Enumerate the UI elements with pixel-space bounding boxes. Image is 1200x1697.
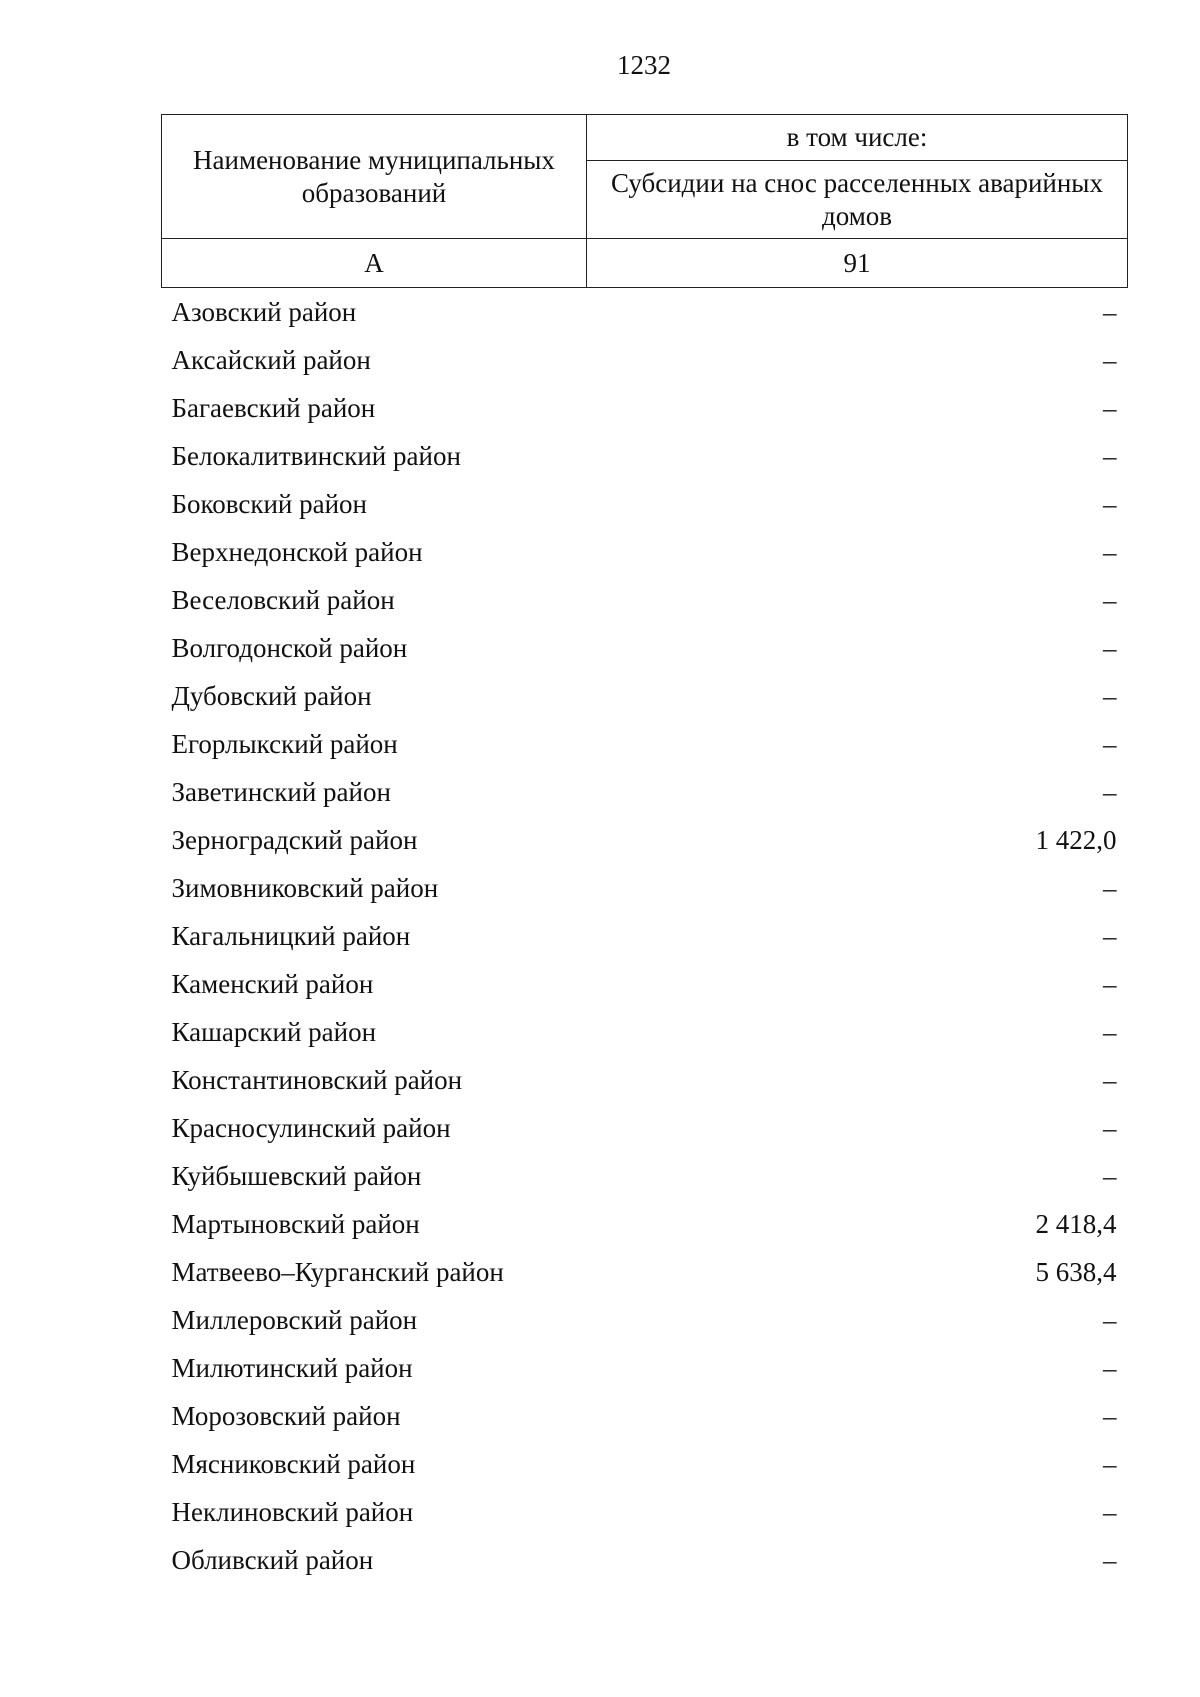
- municipality-name: Матвеево–Курганский район: [171, 1257, 504, 1287]
- municipality-name: Егорлыкский район: [171, 729, 398, 759]
- municipality-name: Дубовский район: [171, 681, 372, 711]
- subsidy-value: –: [1103, 729, 1117, 759]
- subsidy-value: –: [1103, 1305, 1117, 1335]
- table-row: [162, 720, 1128, 768]
- municipality-name: Кагальницкий район: [171, 921, 411, 951]
- table-row: [162, 336, 1128, 384]
- municipality-name: Зерноградский район: [171, 825, 418, 855]
- column-code-subsidy: 91: [587, 239, 1128, 288]
- subsidy-table: [161, 114, 1128, 1584]
- subsidy-value: –: [1103, 1449, 1117, 1479]
- subsidy-value: –: [1103, 921, 1117, 951]
- municipality-name: Веселовский район: [171, 585, 395, 615]
- table-row: [162, 432, 1128, 480]
- subsidy-value: 1 422,0: [1035, 825, 1117, 855]
- municipality-name: Волгодонской район: [171, 633, 408, 663]
- table-row: [162, 864, 1128, 912]
- subsidy-value: –: [1103, 1113, 1117, 1143]
- municipality-name: Мартыновский район: [171, 1209, 420, 1239]
- column-header-group: в том числе:: [587, 115, 1128, 161]
- table-row: [162, 1104, 1128, 1152]
- table-row: [162, 1344, 1128, 1392]
- subsidy-value: –: [1103, 633, 1117, 663]
- table-header: [162, 115, 1128, 288]
- municipality-name: Миллеровский район: [171, 1305, 418, 1335]
- subsidy-value: –: [1103, 873, 1117, 903]
- table-row: [162, 1248, 1128, 1296]
- subsidy-value: –: [1103, 297, 1117, 327]
- subsidy-value: 5 638,4: [1035, 1257, 1117, 1287]
- municipality-name: Багаевский район: [171, 393, 376, 423]
- table-row: [162, 960, 1128, 1008]
- subsidy-value: –: [1103, 681, 1117, 711]
- table-row: [162, 480, 1128, 528]
- table-row: [162, 816, 1128, 864]
- table-row: [162, 1440, 1128, 1488]
- municipality-name: Зимовниковский район: [171, 873, 439, 903]
- table-row: [162, 1488, 1128, 1536]
- table-row: [162, 1392, 1128, 1440]
- table-row: [162, 384, 1128, 432]
- table-row: [162, 768, 1128, 816]
- table-row: [162, 288, 1128, 337]
- table-row: [162, 576, 1128, 624]
- table-row: [162, 1536, 1128, 1584]
- municipality-name: Кашарский район: [171, 1017, 377, 1047]
- subsidy-value: –: [1103, 1065, 1117, 1095]
- municipality-name: Боковский район: [171, 489, 367, 519]
- municipality-name: Заветинский район: [171, 777, 391, 807]
- municipality-name: Белокалитвинский район: [171, 441, 461, 471]
- municipality-name: Верхнедонской район: [171, 537, 423, 567]
- subsidy-value: –: [1103, 393, 1117, 423]
- subsidy-value: –: [1103, 1017, 1117, 1047]
- municipality-name: Константиновский район: [171, 1065, 463, 1095]
- municipality-name: Азовский район: [171, 297, 357, 327]
- table-row: [162, 672, 1128, 720]
- subsidy-value: –: [1103, 1353, 1117, 1383]
- column-header-demolition-subsidy: Субсидии на снос расселенных аварийных домов: [587, 161, 1128, 239]
- page-number: 1232: [617, 50, 671, 80]
- table-row: [162, 1200, 1128, 1248]
- table-row: [162, 528, 1128, 576]
- municipality-name: Мясниковский район: [171, 1449, 416, 1479]
- subsidy-value: –: [1103, 1161, 1117, 1191]
- municipality-name: Неклиновский район: [171, 1497, 414, 1527]
- subsidy-value: –: [1103, 489, 1117, 519]
- subsidy-value: –: [1103, 1497, 1117, 1527]
- municipality-name: Обливский район: [171, 1545, 374, 1575]
- subsidy-value: –: [1103, 441, 1117, 471]
- table-row: [162, 1152, 1128, 1200]
- table-row: [162, 1296, 1128, 1344]
- municipality-name: Куйбышевский район: [171, 1161, 422, 1191]
- subsidy-value: –: [1103, 537, 1117, 567]
- municipality-name: Морозовский район: [171, 1401, 401, 1431]
- subsidy-value: –: [1103, 777, 1117, 807]
- subsidy-value: –: [1103, 345, 1117, 375]
- subsidy-value: –: [1103, 969, 1117, 999]
- table-body: [162, 288, 1128, 1585]
- column-code-name: А: [162, 239, 587, 288]
- table-row: [162, 912, 1128, 960]
- municipality-name: Красносулинский район: [171, 1113, 451, 1143]
- column-header-municipality: Наименование муниципальных образований: [162, 115, 587, 239]
- subsidy-value: 2 418,4: [1035, 1209, 1117, 1239]
- subsidy-value: –: [1103, 1545, 1117, 1575]
- table-row: [162, 1008, 1128, 1056]
- subsidy-value: –: [1103, 585, 1117, 615]
- subsidy-value: –: [1103, 1401, 1117, 1431]
- municipality-name: Каменский район: [171, 969, 374, 999]
- municipality-name: Аксайский район: [171, 345, 371, 375]
- table-row: [162, 1056, 1128, 1104]
- municipality-name: Милютинский район: [171, 1353, 413, 1383]
- table-row: [162, 624, 1128, 672]
